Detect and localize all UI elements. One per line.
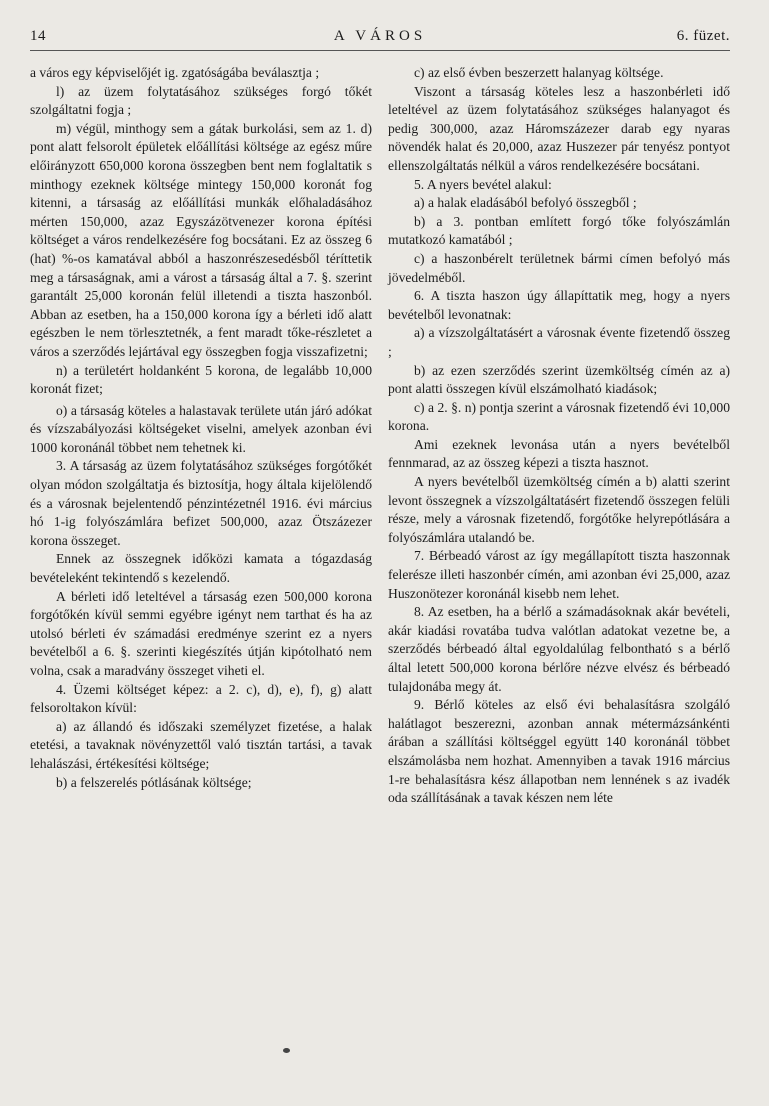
issue-number: 6. füzet. <box>676 28 730 44</box>
paragraph: a) a vízszolgáltatásért a városnak évente fizetendő összeg ; <box>388 325 730 359</box>
paragraph: n) a területért holdanként 5 korona, de legalább 10,000 koronát fizet; <box>30 362 372 397</box>
running-header <box>30 28 730 50</box>
paragraph: a város egy képviselőjét ig. zgatóságába beválasztja ; <box>30 65 320 80</box>
paragraph: 9. Bérlő köteles az első évi behalasításra szolgáló halátlagot beszerezni, azonban annak métermázsánkénti árában a szállítási költséggel együtt 140 koronánál többet elszámolásba nem hozhat. Amennyiben a tavak 1916 március 1-re behalasításra kész állapotban nem lennének s az ivadék oda szállításának a tavak készen nem léte <box>388 697 730 806</box>
paragraph: 8. Az esetben, ha a bérlő a számadásoknak akár bevételi, akár kiadási rovatába tudva valótlan adatokat vezetne be, a szerződés bérbeadó által egyoldalúlag felbontható s a bérlő által letett 500,000 korona bérlőre nézve elvész és bérbeadó tulajdonába megy át. <box>388 604 730 694</box>
paragraph: b) az ezen szerződés szerint üzemköltség címén az a) pont alatti összegen kívül elszámolható kiadások; <box>388 362 730 397</box>
paragraph: c) a haszonbérelt területnek bármi címen befolyó más jövedelméből. <box>388 250 730 285</box>
paragraph: 3. A társaság az üzem folytatásához szükséges forgótőkét olyan módon szolgáltatja és biztosítja, hogy általa kijelölendő és a városnak bejelentendő pénzintézetnél 1916. évi március hó 1-ig folyószámlára befizet 500,000, azaz Ötszázezer korona összeget. <box>30 458 372 548</box>
paragraph: c) a 2. §. n) pontja szerint a városnak fizetendő évi 10,000 korona. <box>388 399 730 434</box>
paragraph: A nyers bevételből üzemköltség címén a b) alatti szerint levont összegnek a vízszolgáltatásért fizetendő összegen felüli része, mely a városnak fizetendő, forgótőke helyrepótlására a folyószámlára utalandó be. <box>388 474 730 545</box>
paragraph: 7. Bérbeadó várost az így megállapított tiszta haszonnak felerésze illeti haszonbér címén, ami azonban évi 25,000, azaz Huszonötezer koronánál kisebb nem lehet. <box>388 548 730 601</box>
left-column <box>30 64 372 792</box>
paragraph: Viszont a társaság köteles lesz a haszonbérleti idő leteltével az üzem folytatásához szükséges halanyagot és pedig 300,000, azaz Háromszázezer darab egy nyaras növendék halat és 20,000, azaz Huszezer pár tenyész pontyot ellenszolgáltatás nélkül a város rendelkezésére bocsátani. <box>388 83 730 173</box>
paragraph: l) az üzem folytatásához szükséges forgó tőkét szolgáltatni fogja ; <box>30 83 372 118</box>
right-column <box>388 64 730 808</box>
paragraph: c) az első évben beszerzett halanyag költsége. <box>414 65 664 80</box>
print-speck <box>283 1048 290 1053</box>
paragraph: a) a halak eladásából befolyó összegből ; <box>414 195 637 211</box>
paragraph: Ennek az összegnek időközi kamata a tógazdaság bevételeként tekintendő s kezelendő. <box>30 551 372 586</box>
paragraph: o) a társaság köteles a halastavak területe után járó adókat és vízszabályozási költségeket viselni, amelyek azonban évi 1000 koronánál többet nem tehetnek ki. <box>30 402 372 455</box>
paragraph: 4. Üzemi költséget képez: a 2. c), d), e), f), g) alatt felsoroltakon kívül: <box>30 681 372 716</box>
paragraph: 6. A tiszta haszon úgy állapíttatik meg, hogy a nyers bevételből levonatnak: <box>388 288 730 322</box>
paragraph: A bérleti idő leteltével a társaság ezen 500,000 korona forgótőkén kívül semmi egyébre igényt nem tarthat és ha az utolsó bérleti év számadási eredménye szerint ez a nyers bevételből a 6. §. szerinti kiegészítés útján kipótolható nem volna, csak a maradvány összeget viheti el. <box>30 588 372 678</box>
paragraph: b) a felszerelés pótlásának költsége; <box>56 774 252 790</box>
header-rule <box>30 50 730 51</box>
paragraph: a) az állandó és időszaki személyzet fizetése, a halak etetési, a tavaknak növényzettől való tisztán tartási, a tavak lehalászási, értékesítési költsége; <box>30 718 372 771</box>
page-number: 14 <box>30 28 46 44</box>
journal-title: A VÁROS <box>333 28 427 44</box>
paragraph: b) a 3. pontban említett forgó tőke folyószámlán mutatkozó kamatából ; <box>388 213 730 248</box>
paragraph: 5. A nyers bevétel alakul: <box>414 176 552 192</box>
paragraph: m) végül, minthogy sem a gátak burkolási, sem az 1. d) pont alatt felsorolt épületek előállítási költsége az egész műre előirányzott 650,000 korona összegben bent nem foglaltatik s minthogy ezeknek költsége mintegy 150,000 koronát fog kitenni, a társaság az előállítási munkák előhaladásához mérten 150,000, azaz Egyszázötvenezer korona építési költséget a város rendelkezésére fog bocsátani. Ez az összeg 6 (hat) %-os kamatával abból a haszonrészesedésből téríttetik meg a társaságnak, ami a várost a társaság által a 7. §. szerint garantált 25,000 koronán felül illetendi a tiszta haszonból. Abban az esetben, ha a 150,000 korona így a bérleti idő alatt egészben le nem törlesztetnék, a fent maradt tőke-részletet a város a szerződés lejártával egy összegben fogja visszafizetni; <box>30 120 372 359</box>
paragraph: Ami ezeknek levonása után a nyers bevételből fennmarad, az az összeg képezi a tiszta hasznot. <box>388 436 730 471</box>
